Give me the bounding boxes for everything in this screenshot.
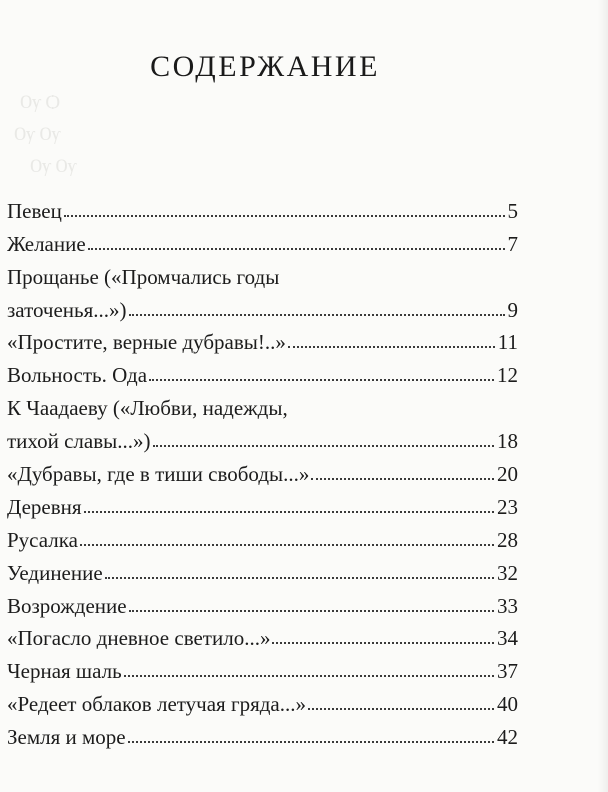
toc-entry: [7, 649, 518, 682]
toc-entry: [7, 353, 518, 386]
toc-entry: [7, 485, 518, 518]
toc-entry: [7, 584, 518, 617]
toc-entry-title: тихой славы...»): [7, 429, 151, 454]
toc-entry: [7, 682, 518, 715]
toc-dot-leader: [288, 346, 495, 348]
toc-entry: [7, 551, 518, 584]
toc-dot-leader: [88, 248, 505, 250]
toc-page-number: 9: [507, 297, 518, 322]
toc-entry-title: Желание: [7, 231, 86, 256]
toc-entry: [7, 617, 518, 650]
bleed-through-text: Ѹ Ѹ: [14, 124, 61, 145]
bleed-through-text: Ѹ Ѹ: [30, 156, 77, 177]
toc-page-number: 33: [497, 593, 518, 618]
toc-dot-leader: [308, 708, 494, 710]
toc-page-number: 37: [497, 659, 518, 684]
toc-page-number: 42: [497, 725, 518, 750]
page-edge-shadow: [598, 0, 608, 792]
toc-dot-leader: [124, 675, 494, 677]
toc-entry-title: Возрождение: [7, 593, 127, 618]
toc-entry-title: «Погасло дневное светило...»: [7, 626, 271, 651]
toc-entry-title: Земля и море: [7, 725, 126, 750]
toc-page-number: 28: [497, 527, 518, 552]
toc-entry: [7, 288, 518, 321]
toc-entry: [7, 518, 518, 551]
toc-entry: [7, 715, 518, 748]
toc-dot-leader: [149, 379, 494, 381]
toc-dot-leader: [84, 511, 494, 513]
table-of-contents: [7, 189, 518, 748]
toc-entry-title: Певец: [7, 198, 62, 223]
toc-dot-leader: [128, 741, 494, 743]
toc-entry: [7, 189, 518, 222]
toc-entry: [7, 222, 518, 255]
toc-dot-leader: [64, 215, 505, 217]
toc-dot-leader: [311, 478, 494, 480]
toc-dot-leader: [153, 445, 495, 447]
toc-entry: [7, 452, 518, 485]
toc-entry: [7, 419, 518, 452]
toc-page-number: 20: [497, 462, 518, 487]
toc-entry-title: «Простите, верные дубравы!..»: [7, 330, 286, 355]
page-title: СОДЕРЖАНИЕ: [150, 50, 380, 83]
bleed-through-text: Ѹ Ѻ: [20, 92, 61, 113]
toc-entry-continued: [7, 255, 518, 288]
toc-entry-title: К Чаадаеву («Любви, надежды,: [7, 396, 288, 421]
toc-dot-leader: [129, 314, 505, 316]
toc-entry-title: «Редеет облаков летучая гряда...»: [7, 692, 306, 717]
toc-page-number: 23: [497, 494, 518, 519]
toc-entry: [7, 321, 518, 354]
toc-page-number: 5: [507, 198, 518, 223]
toc-page-number: 7: [507, 231, 518, 256]
toc-entry-title: заточенья...»): [7, 297, 127, 322]
toc-entry-title: Уединение: [7, 560, 103, 585]
toc-entry-title: Прощанье («Промчались годы: [7, 264, 280, 289]
toc-page-number: 11: [497, 330, 518, 355]
toc-dot-leader: [105, 577, 494, 579]
toc-entry-title: Деревня: [7, 494, 82, 519]
toc-dot-leader: [129, 610, 494, 612]
toc-page-number: 34: [497, 626, 518, 651]
toc-entry-title: Русалка: [7, 527, 78, 552]
toc-page-number: 32: [497, 560, 518, 585]
toc-entry-title: Черная шаль: [7, 659, 122, 684]
toc-entry-continued: [7, 386, 518, 419]
toc-page-number: 18: [497, 429, 518, 454]
toc-dot-leader: [272, 642, 494, 644]
toc-entry-title: Вольность. Ода: [7, 363, 148, 388]
toc-page-number: 40: [497, 692, 518, 717]
toc-page-number: 12: [497, 363, 518, 388]
toc-entry-title: «Дубравы, где в тиши свободы...»: [7, 462, 310, 487]
toc-dot-leader: [80, 544, 494, 546]
